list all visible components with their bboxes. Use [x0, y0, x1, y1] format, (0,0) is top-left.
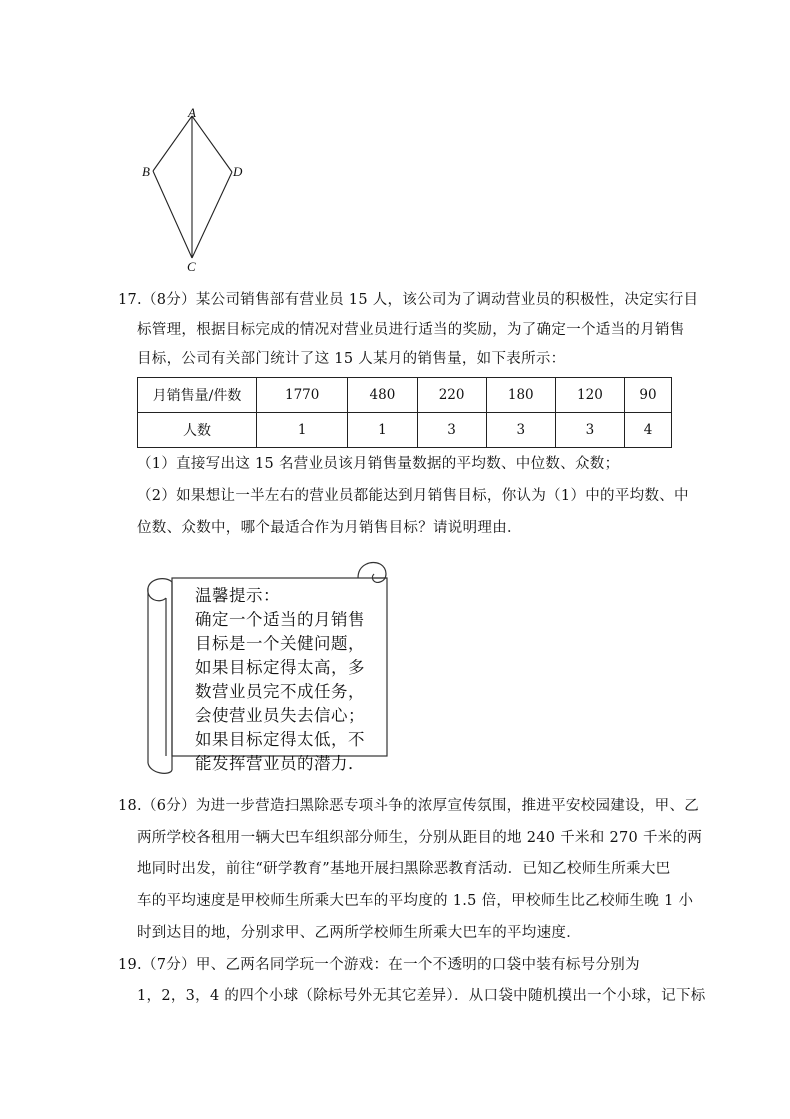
- q18-line-1: 18.（6分）为进一步营造扫黑除恶专项斗争的浓厚宣传氛围，推进平安校园建设，甲、乙: [118, 798, 700, 814]
- table-cell: 90: [625, 378, 672, 413]
- tip-title: 温馨提示：: [195, 586, 280, 605]
- table-cell: 220: [417, 378, 486, 413]
- q19-line-1: 19.（7分）甲、乙两名同学玩一个游戏：在一个不透明的口袋中装有标号分别为: [118, 957, 640, 973]
- tip-line: 如果目标定得太高，多: [195, 658, 365, 677]
- q17-line-1: 17.（8分）某公司销售部有营业员 15 人，该公司为了调动营业员的积极性，决定实行目: [118, 292, 699, 308]
- table-cell: 1770: [257, 378, 348, 413]
- tip-line: 能发挥营业员的潜力．: [195, 754, 365, 773]
- table-cell: 3: [417, 413, 486, 448]
- q17-line-3: 目标，公司有关部门统计了这 15 人某月的销售量，如下表所示：: [137, 351, 566, 367]
- vertex-label-b: B: [142, 164, 150, 179]
- segment-ad: [192, 116, 232, 172]
- table-cell: 480: [348, 378, 417, 413]
- table-cell: 3: [486, 413, 555, 448]
- table-cell: 120: [555, 378, 624, 413]
- table-header-cell: 月销售量/件数: [138, 378, 257, 413]
- table-row: [138, 413, 672, 448]
- vertex-label-c: C: [187, 259, 196, 274]
- sales-table: [137, 377, 672, 448]
- q17-line-2: 标管理，根据目标完成的情况对营业员进行适当的奖励，为了确定一个适当的月销售: [137, 322, 685, 338]
- table-cell: 180: [486, 378, 555, 413]
- tip-line: 如果目标定得太低，不: [195, 730, 365, 749]
- tip-line: 会使营业员失去信心；: [195, 706, 365, 725]
- q17-sub-question-2-line-2: 位数、众数中，哪个最适合作为月销售目标？请说明理由．: [137, 520, 522, 536]
- q17-sub-question-2-line-1: （2）如果想让一半左右的营业员都能达到月销售目标，你认为（1）中的平均数、中: [137, 488, 689, 504]
- table-header-cell: 人数: [138, 413, 257, 448]
- table-cell: 3: [555, 413, 624, 448]
- segment-ab: [153, 116, 192, 171]
- table-cell: 4: [625, 413, 672, 448]
- table-cell: 1: [348, 413, 417, 448]
- q18-line-2: 两所学校各租用一辆大巴车组织部分师生，分别从距目的地 240 千米和 270 千米的两: [137, 830, 703, 846]
- tip-line: 确定一个适当的月销售: [195, 610, 365, 629]
- segment-dc: [192, 172, 232, 258]
- vertex-label-d: D: [233, 164, 243, 179]
- table-cell: 1: [257, 413, 348, 448]
- table-row: [138, 378, 672, 413]
- tip-line: 目标是一个关健问题，: [195, 634, 365, 653]
- q19-line-2: 1，2，3，4 的四个小球（除标号外无其它差异）．从口袋中随机摸出一个小球，记下标: [137, 988, 706, 1004]
- q17-sub-question-1: （1）直接写出这 15 名营业员该月销售量数据的平均数、中位数、众数；: [137, 456, 620, 472]
- tip-line: 数营业员完不成任务，: [195, 682, 365, 701]
- q18-line-4: 车的平均速度是甲校师生所乘大巴车的平均度的 1.5 倍，甲校师生比乙校师生晚 1 小: [137, 893, 694, 909]
- kite-figure: [130, 100, 260, 280]
- q18-line-3: 地同时出发，前往“研学教育”基地开展扫黑除恶教育活动．已知乙校师生所乘大巴: [137, 861, 671, 877]
- segment-bc: [153, 171, 192, 258]
- q18-line-5: 时到达目的地，分别求甲、乙两所学校师生所乘大巴车的平均速度．: [137, 925, 581, 941]
- vertex-label-a: A: [188, 105, 196, 120]
